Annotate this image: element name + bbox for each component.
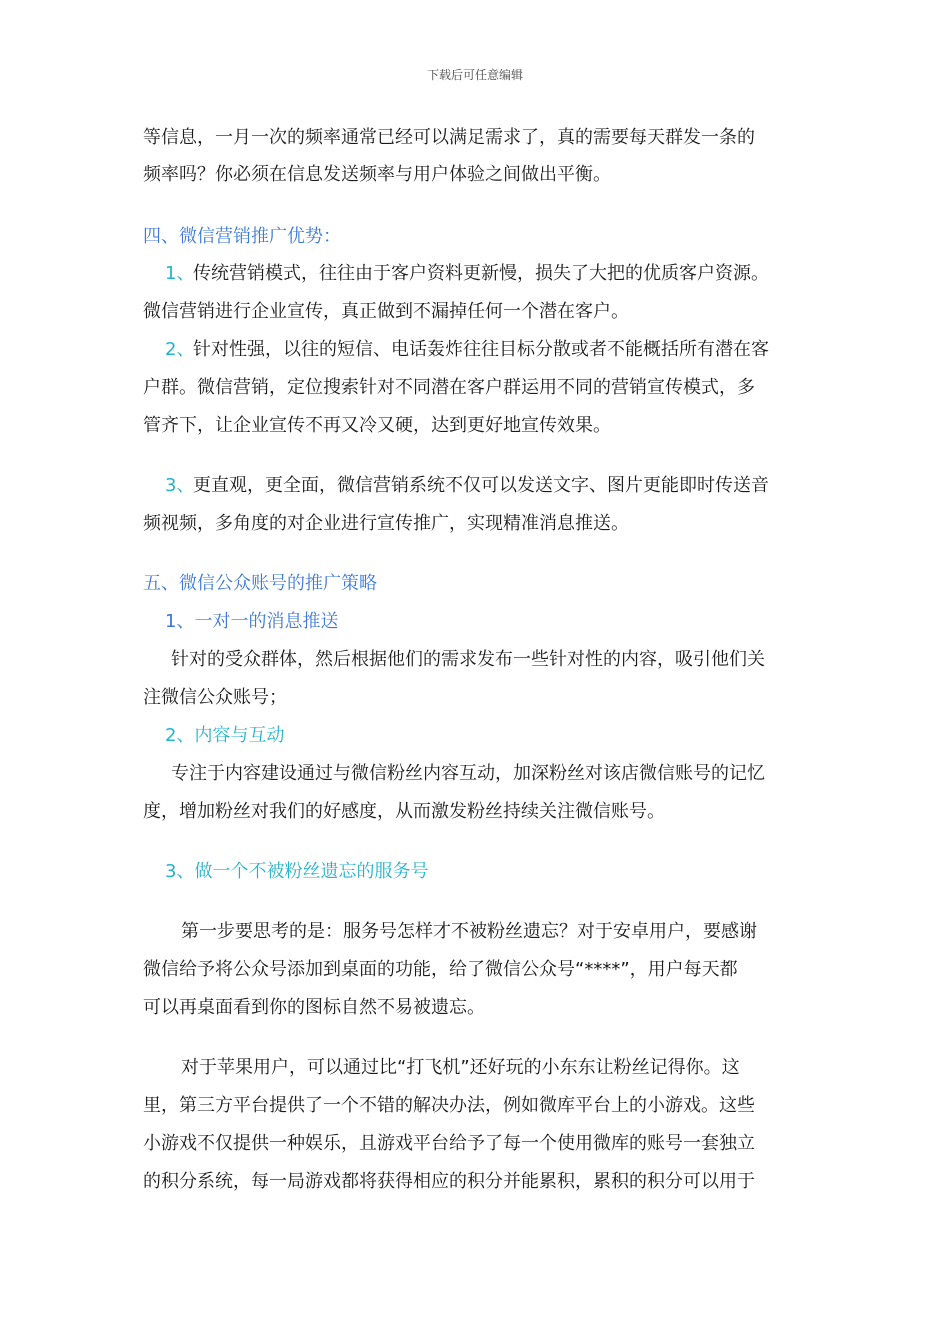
section-heading-4: 四、微信营销推广优势： bbox=[143, 226, 341, 247]
page-header: 下载后可任意编辑 bbox=[426, 68, 523, 82]
paragraph-line: 度，增加粉丝对我们的好感度，从而激发粉丝持续关注微信账号。 bbox=[143, 801, 665, 822]
paragraph-line: 小游戏不仅提供一种娱乐，且游戏平台给予了每一个使用微库的账号一套独立 bbox=[143, 1133, 755, 1154]
paragraph-line: 注微信公众账号； bbox=[143, 687, 287, 708]
paragraph-line: 可以再桌面看到你的图标自然不易被遗忘。 bbox=[143, 997, 485, 1018]
paragraph-line: 频率吗？你必须在信息发送频率与用户体验之间做出平衡。 bbox=[143, 164, 611, 185]
paragraph-line: 的积分系统，每一局游戏都将获得相应的积分并能累积，累积的积分可以用于 bbox=[143, 1171, 755, 1192]
list-item-line: 更直观，更全面，微信营销系统不仅可以发送文字、图片更能即时传送音 bbox=[193, 475, 769, 496]
list-item-line: 针对性强，以往的短信、电话轰炸往往目标分散或者不能概括所有潜在客 bbox=[193, 339, 769, 360]
list-item-line: 管齐下，让企业宣传不再又冷又硬，达到更好地宣传效果。 bbox=[143, 415, 611, 436]
list-item-line: 传统营销模式，往往由于客户资料更新慢，损失了大把的优质客户资源。 bbox=[193, 263, 769, 284]
list-item-line: 户群。微信营销，定位搜索针对不同潜在客户群运用不同的营销宣传模式，多 bbox=[143, 377, 755, 398]
paragraph-line: 对于苹果用户，可以通过比“打飞机”还好玩的小东东让粉丝记得你。这 bbox=[181, 1057, 740, 1078]
section-heading-5: 五、微信公众账号的推广策略 bbox=[143, 573, 377, 594]
list-item-line: 微信营销进行企业宣传，真正做到不漏掉任何一个潜在客户。 bbox=[143, 301, 629, 322]
list-number-3: 3、 bbox=[165, 475, 195, 496]
subheading-1: 1、一对一的消息推送 bbox=[165, 611, 339, 632]
paragraph-line: 专注于内容建设通过与微信粉丝内容互动，加深粉丝对该店微信账号的记忆 bbox=[171, 763, 765, 784]
list-item-line: 频视频，多角度的对企业进行宣传推广，实现精准消息推送。 bbox=[143, 513, 629, 534]
list-number-2: 2、 bbox=[165, 339, 195, 360]
paragraph-line: 等信息，一月一次的频率通常已经可以满足需求了，真的需要每天群发一条的 bbox=[143, 127, 755, 148]
paragraph-line: 第一步要思考的是：服务号怎样才不被粉丝遗忘？对于安卓用户，要感谢 bbox=[181, 921, 757, 942]
list-number-1: 1、 bbox=[165, 263, 195, 284]
paragraph-line: 里，第三方平台提供了一个不错的解决办法，例如微库平台上的小游戏。这些 bbox=[143, 1095, 755, 1116]
paragraph-line: 针对的受众群体，然后根据他们的需求发布一些针对性的内容，吸引他们关 bbox=[171, 649, 765, 670]
subheading-3: 3、做一个不被粉丝遗忘的服务号 bbox=[165, 861, 429, 882]
subheading-2: 2、内容与互动 bbox=[165, 725, 285, 746]
paragraph-line: 微信给予将公众号添加到桌面的功能，给了微信公众号“****”，用户每天都 bbox=[143, 959, 738, 980]
